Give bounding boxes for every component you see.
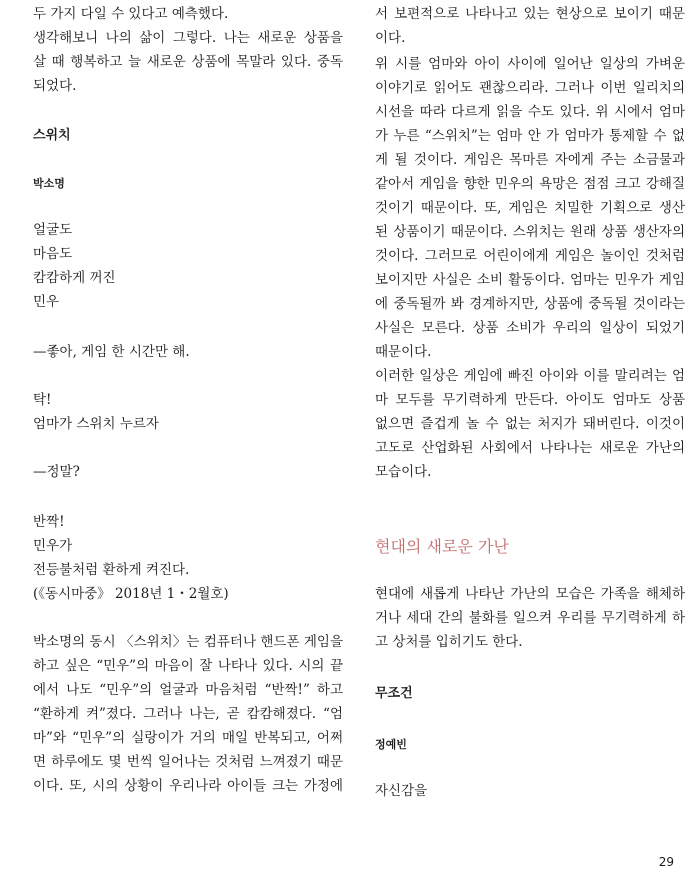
poem-line: 전등불처럼 환하게 켜진다.: [33, 562, 190, 578]
text-line: 사실은 모른다. 상품 소비가 우리의 일상이 되었기: [375, 320, 685, 336]
text-line: 고도로 산업화된 사회에서 나타나는 새로운 가난의: [375, 440, 685, 456]
text-line: 이다. 또, 시의 상황이 우리나라 아이들 크는 가정에: [33, 778, 343, 794]
poem-line: 캄캄하게 꺼진: [33, 270, 116, 286]
text-line: 현대에 새롭게 나타난 가난의 모습은 가족을 해체하: [375, 586, 685, 602]
text-line: 거나 세대 간의 불화를 일으켜 우리를 무기력하게 하: [375, 610, 685, 626]
poem2-first-line: 자신감을: [375, 783, 428, 799]
poem-line: 반짝!: [33, 514, 65, 530]
poem2-author: 정예빈: [375, 738, 407, 751]
text-line: 위 시를 엄마와 아이 사이에 일어난 일상의 가벼운: [375, 56, 685, 72]
text-line: 것이다. 그러므로 어린이에게 게임은 놀이인 것처럼: [375, 248, 685, 264]
text-line: 면 하루에도 몇 번씩 일어나는 것처럼 느껴졌기 때문: [33, 754, 343, 770]
text-line: 모습이다.: [375, 464, 432, 480]
text-line: 고 상처를 입히기도 한다.: [375, 634, 523, 650]
poem-line: 얼굴도: [33, 222, 73, 238]
text-line: 살 때 행복하고 늘 새로운 상품에 목말라 있다. 중독: [33, 54, 343, 70]
text-line: 에 중독될까 봐 경계하지만, 상품에 중독될 것이라는: [375, 296, 685, 312]
poem-author: 박소명: [33, 177, 65, 190]
poem-line: 탁!: [33, 392, 52, 408]
poem-line: —정말?: [33, 464, 80, 480]
text-line: 에서 나도 “민우”의 얼굴과 마음처럼 “반짝!” 하고: [33, 682, 343, 698]
text-line: 게 될 것이다. 게임은 목마른 자에게 주는 소금물과: [375, 152, 685, 168]
text-line: 마”와 “민우”의 실랑이가 거의 매일 반복되고, 어쩌: [33, 730, 343, 746]
text-line: 생각해보니 나의 삶이 그렇다. 나는 새로운 상품을: [33, 30, 343, 46]
poem-line: 마음도: [33, 246, 73, 262]
poem2-title: 무조건: [375, 686, 413, 701]
text-line: 없으면 즐겁게 놀 수 없는 처지가 돼버린다. 이것이: [375, 416, 685, 432]
text-line: 마 모두를 무기력하게 만든다. 아이도 엄마도 상품: [375, 392, 685, 408]
poem-line: 민우: [33, 294, 60, 310]
text-line: 것이기 때문이다. 또, 게임은 치밀한 기획으로 생산: [375, 200, 685, 216]
text-line: 되었다.: [33, 78, 77, 94]
text-line: 박소명의 동시 〈스위치〉는 컴퓨터나 핸드폰 게임을: [33, 634, 343, 650]
text-line: 보이지만 사실은 소비 활동이다. 엄마는 민우가 게임: [375, 272, 685, 288]
text-line: 이러한 일상은 게임에 빠진 아이와 이를 말리려는 엄: [375, 368, 685, 384]
poem-title: 스위치: [33, 128, 71, 143]
poem-line: 엄마가 스위치 누르자: [33, 416, 159, 432]
text-line: “환하게 켜”졌다. 그러나 나는, 곧 캄캄해졌다. “엄: [33, 706, 343, 722]
text-line: 된 상품이기 때문이다. 스위치는 원래 상품 생산자의: [375, 224, 685, 240]
text-line: 때문이다.: [375, 344, 432, 360]
text-line: 하고 싶은 “민우”의 마음이 잘 나타나 있다. 시의 끝: [33, 658, 343, 674]
text-line: 같아서 게임을 향한 민우의 욕망은 점점 크고 강해질: [375, 176, 685, 192]
section-heading: 현대의 새로운 가난: [375, 537, 509, 556]
text-line: 시선을 따라 다르게 읽을 수도 있다. 위 시에서 엄마: [375, 104, 685, 120]
page-number: 29: [658, 855, 674, 869]
poem-line: 민우가: [33, 538, 73, 554]
text-line: 가 누른 “스위치”는 엄마 안 가 엄마가 통제할 수 없: [375, 128, 685, 144]
poem-line: (《동시마중》 2018년 1・2월호): [33, 586, 229, 602]
text-line: 두 가지 다일 수 있다고 예측했다.: [33, 6, 229, 22]
text-line: 이다.: [375, 30, 406, 46]
text-line: 이야기로 읽어도 괜찮으리라. 그러나 이번 일리치의: [375, 80, 685, 96]
text-line: 서 보편적으로 나타나고 있는 현상으로 보이기 때문: [375, 6, 685, 22]
poem-line: —좋아, 게임 한 시간만 해.: [33, 344, 190, 360]
